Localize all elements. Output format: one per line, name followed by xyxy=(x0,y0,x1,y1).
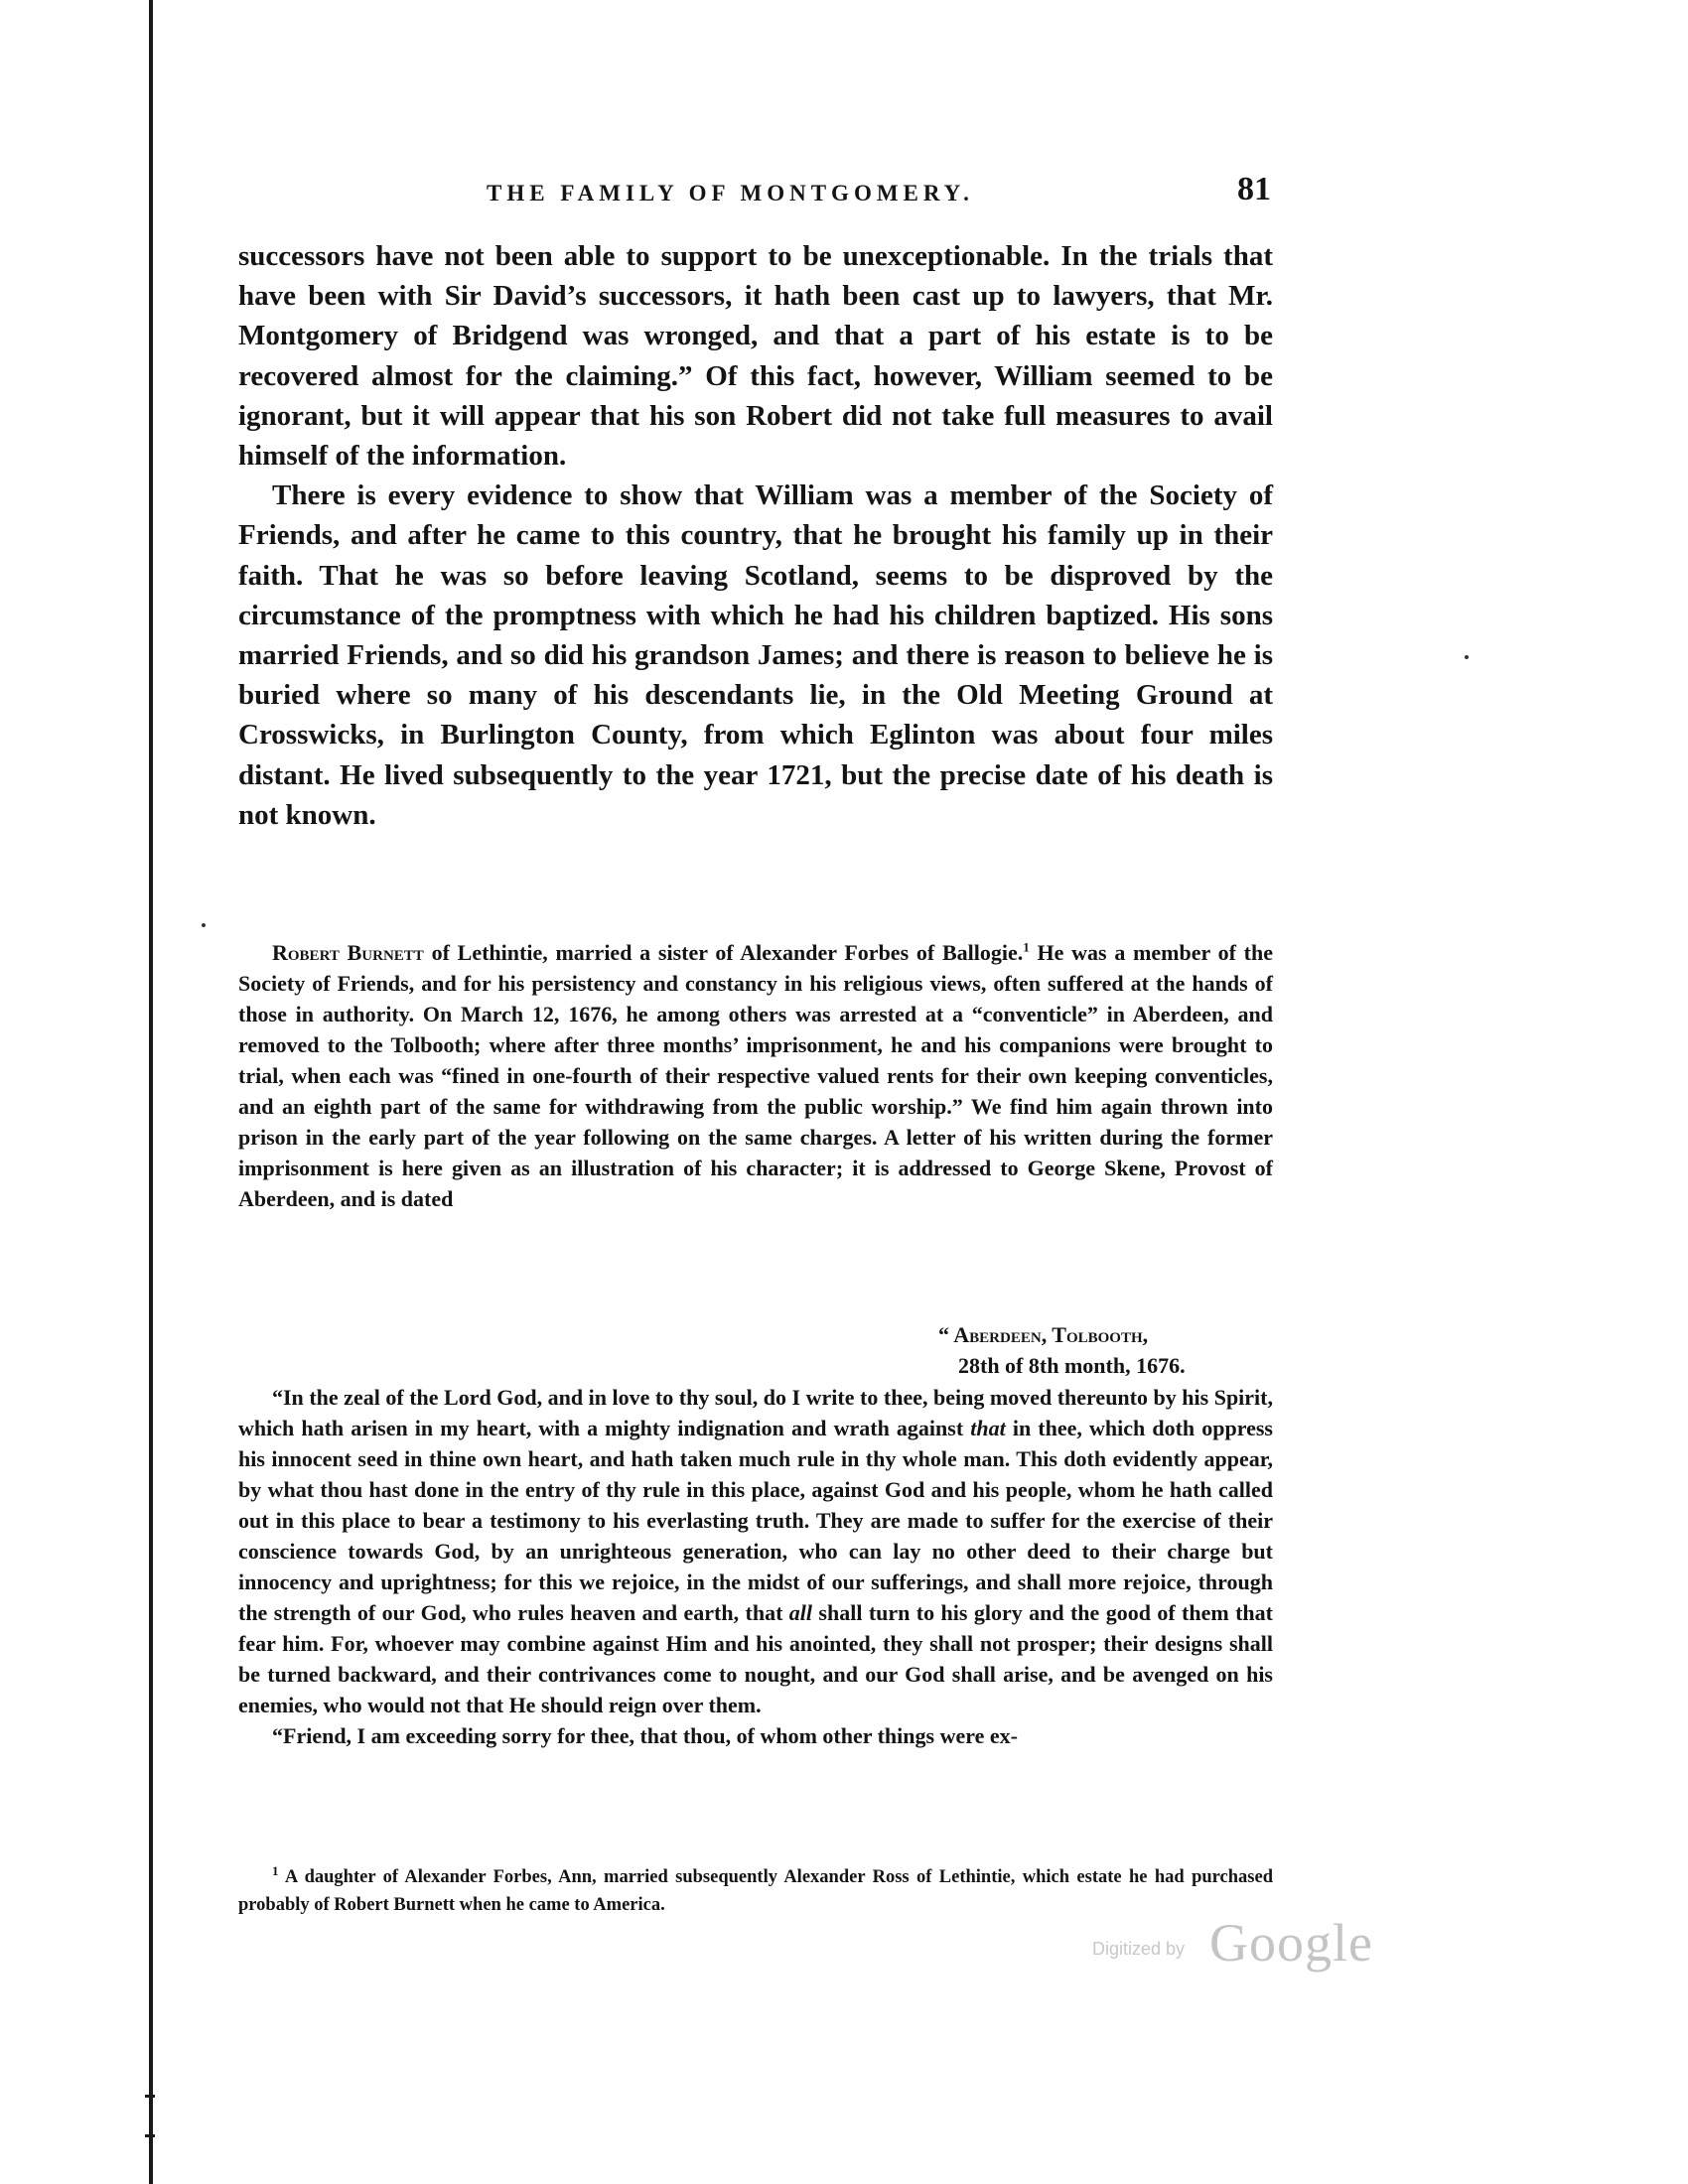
main-text xyxy=(238,236,1273,835)
biographical-note xyxy=(238,937,1273,1214)
watermark-prefix: Digitized by xyxy=(1092,1939,1186,1959)
note-text: of Lethintie, married a sister of Alexander Forbes of Ballogie. xyxy=(423,940,1024,965)
letter-paragraph: “Friend, I am exceeding sorry for thee, that thou, of whom other things were ex- xyxy=(272,1723,1018,1748)
letter-text xyxy=(238,1382,1273,1751)
running-head xyxy=(238,171,1271,220)
letter-dateline xyxy=(938,1319,1276,1381)
note-name: Robert Burnett xyxy=(272,940,424,965)
emphasis: all xyxy=(788,1600,813,1625)
page-number: 81 xyxy=(1237,171,1271,207)
running-title: THE FAMILY OF MONTGOMERY. xyxy=(487,181,974,205)
digitized-watermark xyxy=(1092,1904,1390,1974)
scan-speck xyxy=(202,923,206,927)
footnote-marker: 1 xyxy=(272,1862,279,1878)
body-paragraph: successors have not been able to support to be unexceptionable. In the trials that have been with Sir David’s successors, it hath been cast up to lawyers, that Mr. Montgomery of Bridgend was wronged, and that a part of his estate is to be recovered almost for the claiming.” Of this fact, however, William seemed to be ignorant, but it will appear that his son Robert did not take full measures to avail himself of the information. xyxy=(238,240,1273,473)
binding-edge xyxy=(149,0,153,2184)
letter-text-run: in thee, which doth oppress his innocent seed in thine own heart, and hath taken much rule in thy whole man. This doth evidently appear, by what thou hast done in the entry of thy rule in this place, against God and his people, whom he hath called out in this place to bear a testimony to his everlasting truth. They are made to suffer for the exercise of their conscience towards God, by an unrighteous generation, who can lay no other deed to their charge but innocency and uprightness; for this we rejoice, in the midst of our sufferings, and shall more rejoice, through the strength of our God, who rules heaven and earth, that xyxy=(238,1416,1273,1625)
dateline-place: “ Aberdeen, Tolbooth, xyxy=(938,1322,1149,1347)
letter-text-run: shall turn to his glory and the good of them that fear him. For, whoever may combine against Him and his anointed, they shall not prosper; their designs shall be turned backward, and their contrivances come to nought, and our God shall arise, and be avenged on his enemies, who would not that He should reign over them. xyxy=(238,1600,1273,1717)
body-paragraph: There is every evidence to show that William was a member of the Society of Friends, and after he came to this country, that he brought his family up in their faith. That he was so before leaving Scotland, seems to be disproved by the circumstance of the promptness with which he had his children baptized. His sons married Friends, and so did his grandson James; and there is reason to believe he is buried where so many of his descendants lie, in the Old Meeting Ground at Crosswicks, in Burlington County, from which Eglinton was about four miles distant. He lived subsequently to the year 1721, but the precise date of his death is not known. xyxy=(238,479,1273,831)
google-logo: Google xyxy=(1209,1913,1373,1973)
scan-speck xyxy=(1465,655,1469,659)
footnote-text: A daughter of Alexander Forbes, Ann, married subsequently Alexander Ross of Lethintie, which estate he had purchased probably of Robert Burnett when he came to America. xyxy=(238,1867,1273,1915)
footnote-reference: 1 xyxy=(1023,939,1030,955)
letter-paragraph xyxy=(238,1382,1273,1720)
note-text: He was a member of the Society of Friends, and for his persistency and constancy in his religious views, often suffered at the hands of those in authority. On March 12, 1676, he among others was arrested at a “conventicle” in Aberdeen, and removed to the Tolbooth; where after three months’ imprisonment, he and his companions were brought to trial, when each was “fined in one-fourth of their respective valued rents for their own keeping conventicles, and an eighth part of the same for withdrawing from the public worship.” We find him again thrown into prison in the early part of the year following on the same charges. A letter of his written during the former imprisonment is here given as an illustration of his character; it is addressed to George Skene, Provost of Aberdeen, and is dated xyxy=(238,940,1274,1211)
note-paragraph xyxy=(238,937,1273,1214)
binding-mark xyxy=(145,2134,155,2137)
emphasis: that xyxy=(970,1416,1006,1440)
letter-text-run: “In the zeal of the Lord God, and in love to thy soul, do I write to thee, being moved thereunto by his Spirit, which hath arisen in my heart, with a mighty indignation and wrath against xyxy=(238,1385,1273,1440)
binding-mark xyxy=(145,2095,155,2098)
dateline-date: 28th of 8th month, 1676. xyxy=(958,1353,1186,1378)
